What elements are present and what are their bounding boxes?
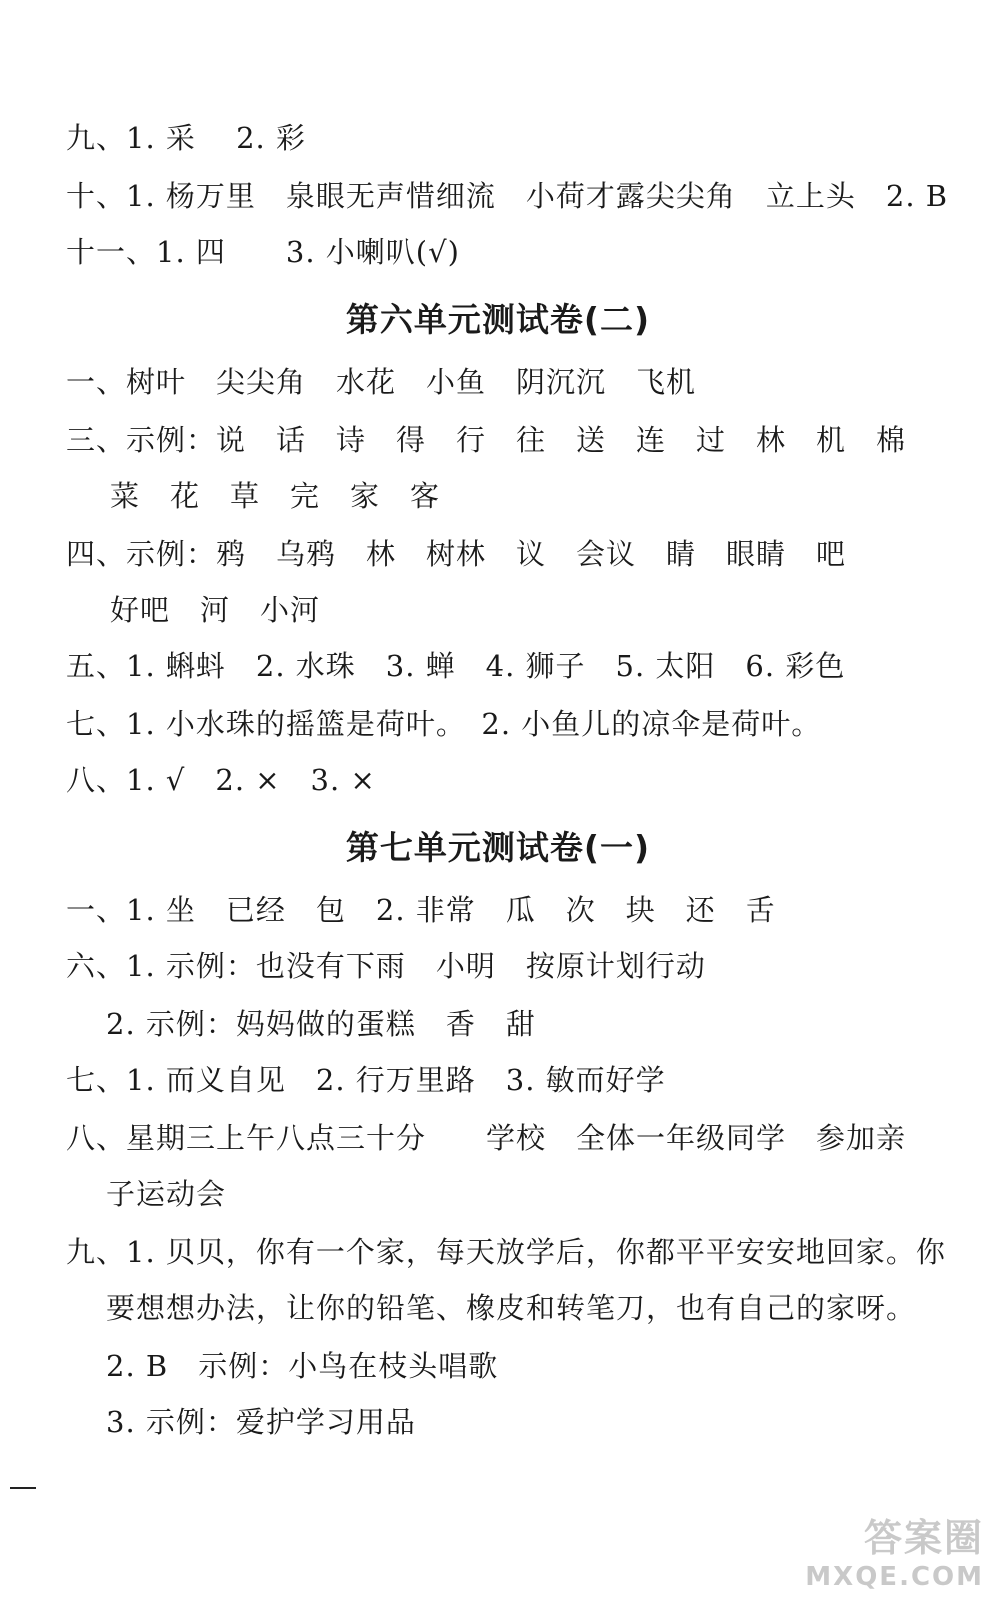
answer-line-8-cont: 子运动会 bbox=[106, 1177, 227, 1211]
answer-line-9-3: 3. 示例：爱护学习用品 bbox=[106, 1405, 416, 1439]
answer-line-1: 一、树叶 尖尖角 水花 小鱼 阴沉沉 飞机 bbox=[66, 365, 697, 399]
answer-line-3-cont: 菜 花 草 完 家 客 bbox=[110, 479, 441, 513]
watermark-domain: MXQE.COM bbox=[805, 1562, 984, 1592]
answer-line-7: 七、1. 小水珠的摇篮是荷叶。 2. 小鱼儿的凉伞是荷叶。 bbox=[66, 707, 822, 741]
section-heading-unit7-test1: 第七单元测试卷(一) bbox=[345, 828, 651, 867]
answer-line-8: 八、1. √ 2. × 3. × bbox=[66, 763, 376, 797]
answer-line-9: 九、1. 贝贝，你有一个家，每天放学后，你都平平安安地回家。你 bbox=[66, 1235, 946, 1269]
answer-line-1: 一、1. 坐 已经 包 2. 非常 瓜 次 块 还 舌 bbox=[66, 893, 776, 927]
answer-line-6-cont: 2. 示例：妈妈做的蛋糕 香 甜 bbox=[106, 1007, 536, 1041]
answer-line-3: 三、示例：说 话 诗 得 行 往 送 连 过 林 机 棉 bbox=[66, 423, 907, 457]
answer-line-6: 六、1. 示例：也没有下雨 小明 按原计划行动 bbox=[66, 949, 706, 983]
section-heading-unit6-test2: 第六单元测试卷(二) bbox=[345, 300, 651, 339]
watermark-title: 答案圈 bbox=[863, 1516, 984, 1560]
margin-rule bbox=[10, 1487, 36, 1489]
answer-line-4: 四、示例：鸦 乌鸦 林 树林 议 会议 睛 眼睛 吧 bbox=[66, 537, 847, 571]
answer-line-5: 五、1. 蝌蚪 2. 水珠 3. 蝉 4. 狮子 5. 太阳 6. 彩色 bbox=[66, 649, 846, 683]
answer-line-9: 九、1. 采 2. 彩 bbox=[66, 121, 306, 155]
answer-line-11: 十一、1. 四 3. 小喇叭(√) bbox=[66, 235, 460, 269]
watermark-logo bbox=[784, 1516, 984, 1592]
answer-line-10: 十、1. 杨万里 泉眼无声惜细流 小荷才露尖尖角 立上头 2. B bbox=[66, 179, 949, 213]
answer-line-9-2: 2. B 示例：小鸟在枝头唱歌 bbox=[106, 1349, 499, 1383]
answer-line-4-cont: 好吧 河 小河 bbox=[110, 593, 321, 627]
answer-line-7: 七、1. 而义自见 2. 行万里路 3. 敏而好学 bbox=[66, 1063, 666, 1097]
answer-line-9-cont: 要想想办法，让你的铅笔、橡皮和转笔刀，也有自己的家呀。 bbox=[106, 1291, 917, 1325]
answer-line-8: 八、星期三上午八点三十分 学校 全体一年级同学 参加亲 bbox=[66, 1121, 907, 1155]
